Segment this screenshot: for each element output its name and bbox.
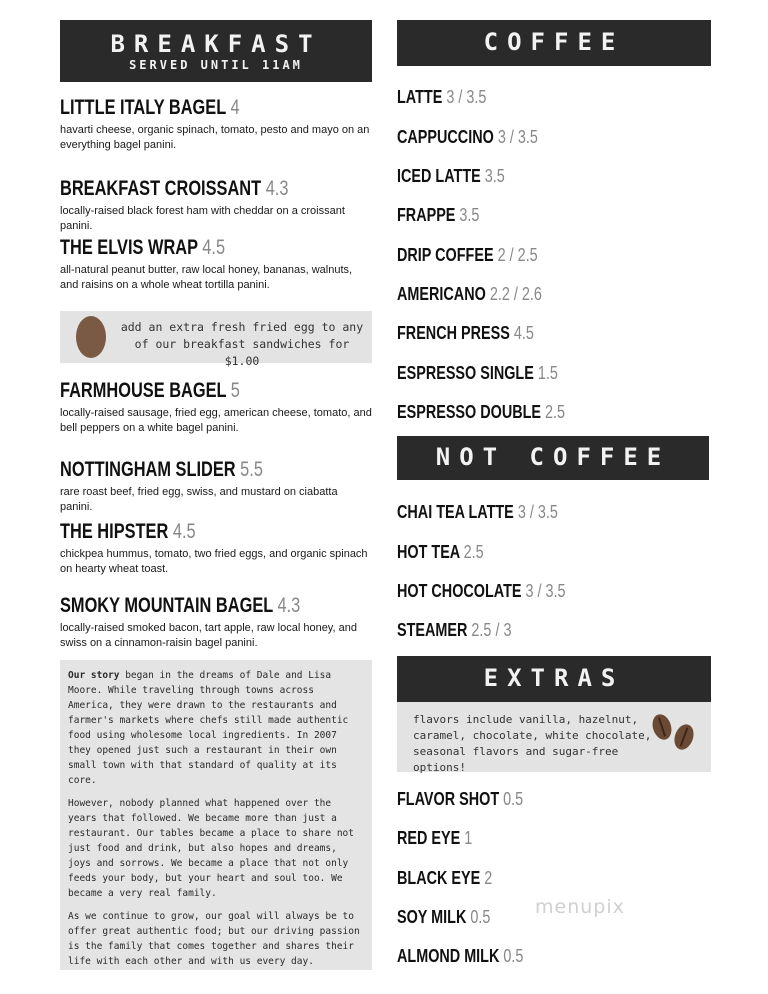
story-paragraph-1: Our story began in the dreams of Dale and Lisa Moore. While traveling through towns across America, they were drawn to the restaurants and farmer's markets where chefs still made authentic food using wholesome local ingredients. In 2007 they opened just such a restaurant in their own small town with that standard of quality at its core. [68,670,349,786]
drink-french-press: FRENCH PRESS 4.5 [397,323,534,343]
item-price: 4 [230,96,240,119]
extra-black-eye: BLACK EYE 2 [397,868,493,888]
egg-icon [76,316,106,358]
coffee-header [397,20,711,66]
item-description: locally-raised sausage, fried egg, american cheese, tomato, and bell peppers on a white bagel panini. [60,407,372,434]
flavors-text: flavors include vanilla, hazelnut, caramel, chocolate, white chocolate, seasonal flavors and sugar-free options! [413,713,652,774]
menu-item-little-italy-bagel [60,95,372,153]
drink-steamer: STEAMER 2.5 / 3 [397,620,512,640]
drink-espresso-single: ESPRESSO SINGLE 1.5 [397,363,558,383]
item-price: 4.3 [277,594,301,617]
drink-hot-tea: HOT TEA 2.5 [397,542,484,562]
drink-americano: AMERICANO 2.2 / 2.6 [397,284,542,304]
story-lead: Our story [68,670,120,681]
menu-item-nottingham-slider [60,457,372,515]
item-name: LITTLE ITALY BAGEL [60,96,226,119]
item-description: chickpea hummus, tomato, two fried eggs, and organic spinach on hearty wheat toast. [60,548,368,575]
item-name: THE HIPSTER [60,520,169,543]
watermark: menupix [535,896,625,918]
extra-red-eye: RED EYE 1 [397,828,473,848]
item-name: SMOKY MOUNTAIN BAGEL [60,594,273,617]
not-coffee-title: NOT COFFEE [435,443,671,471]
drink-frappe: FRAPPE 3.5 [397,205,480,225]
coffee-bean-icon [671,722,697,753]
extras-header [397,656,711,702]
extras-title: EXTRAS [483,664,625,692]
breakfast-title: BREAKFAST [110,30,322,58]
our-story-panel [60,660,372,970]
drink-hot-chocolate: HOT CHOCOLATE 3 / 3.5 [397,581,566,601]
drink-drip-coffee: DRIP COFFEE 2 / 2.5 [397,245,538,265]
menu-item-farmhouse-bagel [60,378,372,436]
breakfast-subtitle: SERVED UNTIL 11AM [129,58,303,72]
menu-item-breakfast-croissant [60,176,372,234]
item-price: 4.5 [172,520,196,543]
extra-flavor-shot: FLAVOR SHOT 0.5 [397,789,524,809]
item-name: NOTTINGHAM SLIDER [60,458,236,481]
extra-almond-milk: ALMOND MILK 0.5 [397,946,524,966]
item-price: 4.5 [202,236,226,259]
menu-item-the-hipster [60,519,372,577]
item-name: FARMHOUSE BAGEL [60,379,227,402]
not-coffee-header [397,436,709,480]
item-price: 5.5 [240,458,263,481]
menu-item-smoky-mountain-bagel [60,593,372,651]
item-description: rare roast beef, fried egg, swiss, and mustard on ciabatta panini. [60,486,338,513]
drink-latte: LATTE 3 / 3.5 [397,87,487,107]
item-name: BREAKFAST CROISSANT [60,177,262,200]
extra-soy-milk: SOY MILK 0.5 [397,907,491,927]
menu-item-the-elvis-wrap [60,235,372,293]
drink-chai-tea-latte: CHAI TEA LATTE 3 / 3.5 [397,502,558,522]
story-paragraph-3: As we continue to grow, our goal will always be to offer great authentic food; but our driving passion is the family that comes together and shares their life with each other and with us every day. [68,911,360,967]
breakfast-header [60,20,372,82]
extra-egg-text: add an extra fresh fried egg to any of our breakfast sandwiches for $1.00 [120,320,364,368]
drink-cappuccino: CAPPUCCINO 3 / 3.5 [397,127,538,147]
story-paragraph-2: However, nobody planned what happened over the years that followed. We became more than just a restaurant. Our tables became a place to share not just food and drink, but also hopes and dreams, joys and sorrows. We became a place that not only feeds your body, but your heart and soul too. We became a very real family. [68,798,354,899]
item-price: 4.3 [265,177,289,200]
item-description: locally-raised smoked bacon, tart apple, raw local honey, and swiss on a cinnamon-raisin bagel panini. [60,622,357,649]
item-price: 5 [230,379,240,402]
item-description: havarti cheese, organic spinach, tomato, pesto and mayo on an everything bagel panini. [60,124,370,151]
drink-espresso-double: ESPRESSO DOUBLE 2.5 [397,402,566,422]
item-name: THE ELVIS WRAP [60,236,198,259]
flavors-note [397,702,711,772]
item-description: locally-raised black forest ham with cheddar on a croissant panini. [60,205,345,232]
item-description: all-natural peanut butter, raw local honey, bananas, walnuts, and raisins on a whole wheat tortilla panini. [60,264,353,291]
extra-egg-note [60,311,372,368]
coffee-title: COFFEE [483,28,625,56]
drink-iced-latte: ICED LATTE 3.5 [397,166,505,186]
